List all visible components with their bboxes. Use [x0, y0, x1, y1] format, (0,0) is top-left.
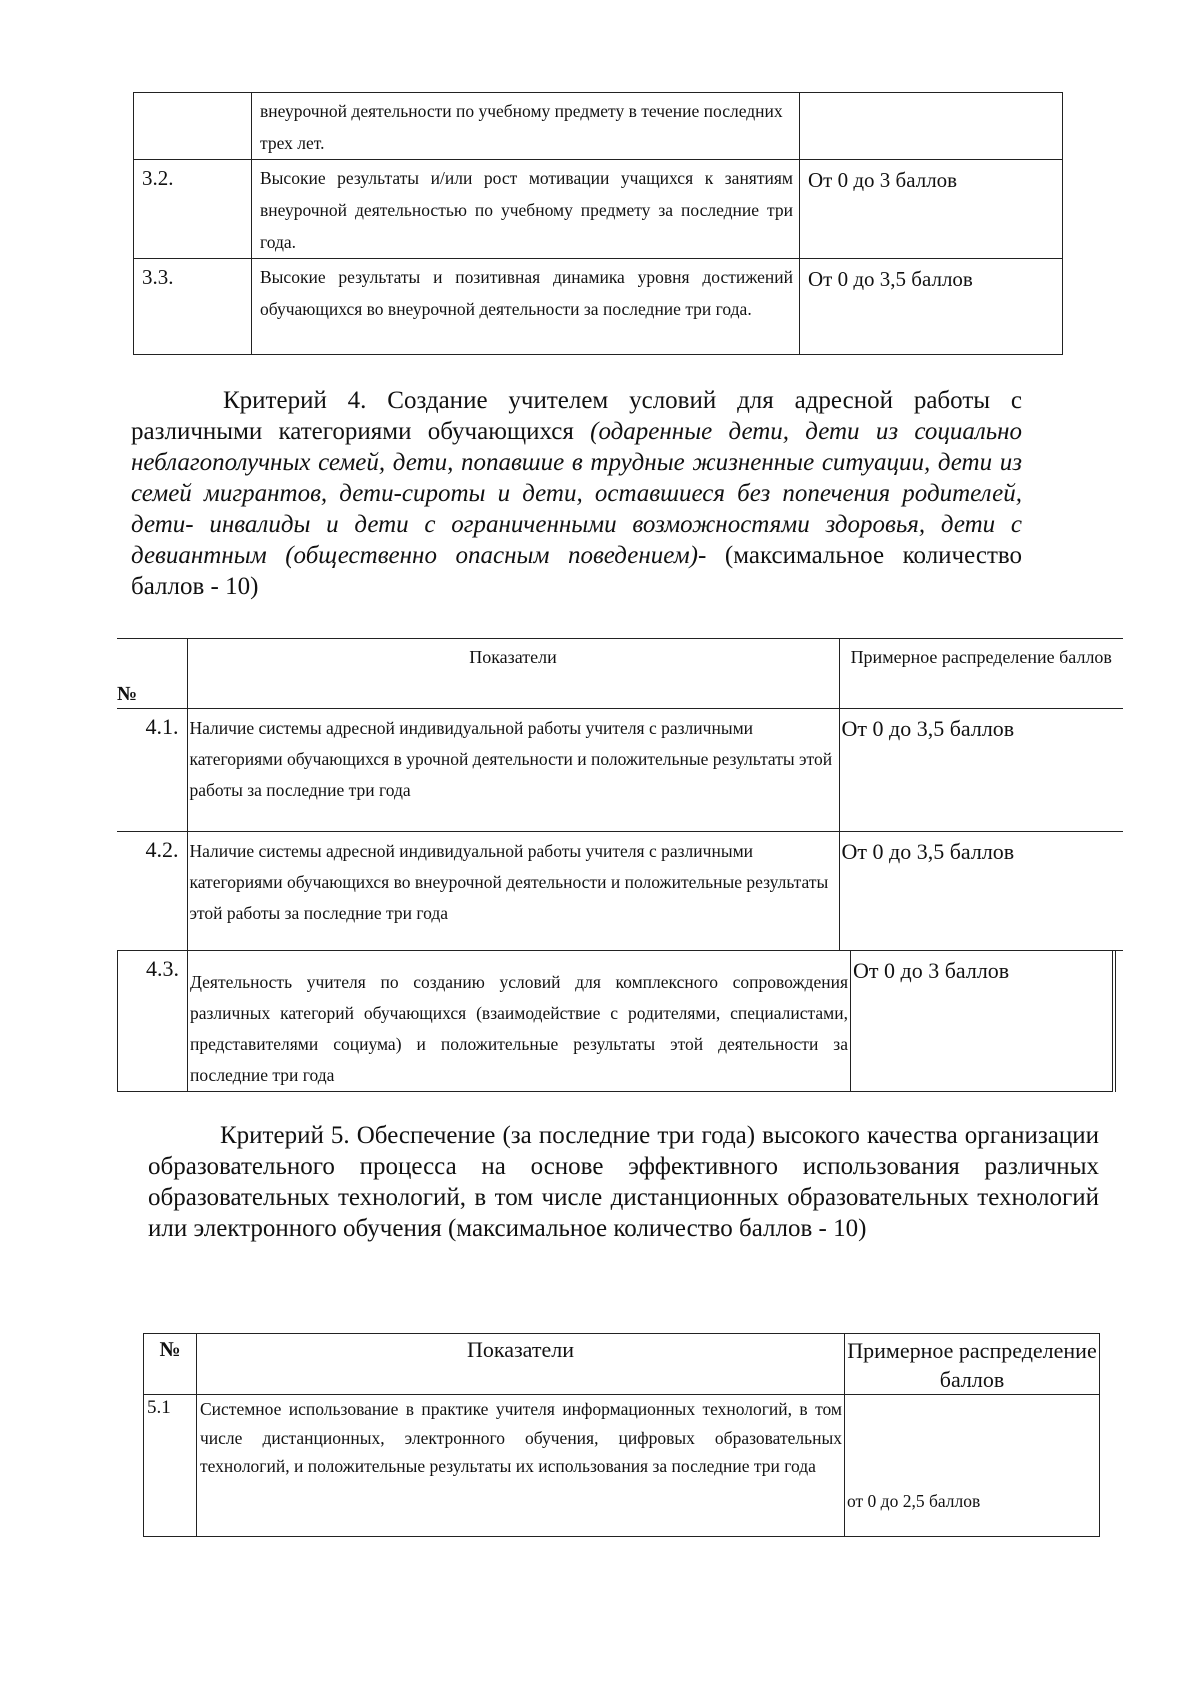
row-indicator: Наличие системы адресной индивидуальной работы учителя с различными категориями обучающихся в урочной деятельности и положительные результаты этой работы за последние три года: [187, 709, 839, 832]
row-indicator: Наличие системы адресной индивидуальной работы учителя с различными категориями обучающихся во внеурочной деятельности и положительные результаты этой работы за последние три года: [187, 832, 839, 951]
criterion3-table: [133, 92, 1063, 355]
row-number: 4.3.: [118, 951, 188, 1092]
table-row: [118, 951, 1114, 1092]
header-distribution: Примерное распределение баллов: [845, 1334, 1100, 1395]
row-indicator: Высокие результаты и позитивная динамика уровня достижений обучающихся во внеурочной деятельности за последние три года.: [252, 259, 800, 355]
header-indicators: Показатели: [197, 1334, 845, 1395]
row-number: 4.2.: [117, 832, 187, 951]
table-row: [117, 709, 1123, 832]
row-score-range: От 0 до 3,5 баллов: [839, 709, 1123, 832]
table-row: [134, 160, 1063, 259]
row-indicator: внеурочной деятельности по учебному предмету в течение последних трех лет.: [252, 93, 800, 160]
row-number: 3.2.: [134, 160, 252, 259]
row-score-range: От 0 до 3 баллов: [800, 160, 1063, 259]
row-indicator: Высокие результаты и/или рост мотивации учащихся к занятиям внеурочной деятельностью по учебному предмету за последние три года.: [252, 160, 800, 259]
criterion4-lead: Критерий 4. Создание учителем условий для адресной работы с различными категориями обучающихся: [131, 387, 1022, 445]
header-number: №: [117, 639, 187, 709]
row-number: [134, 93, 252, 160]
row-number: 5.1: [144, 1395, 197, 1537]
criterion4-max-score: - (максимальное количество баллов - 10): [131, 542, 1022, 600]
criterion4-table: [117, 638, 1123, 951]
table-row: [134, 259, 1063, 355]
row-score-range: [800, 93, 1063, 160]
table-row: [117, 832, 1123, 951]
row-number: 3.3.: [134, 259, 252, 355]
criterion4-table-continued: [117, 950, 1116, 1092]
criterion4-paragraph: [131, 385, 1022, 602]
table-row: [134, 93, 1063, 160]
criterion5-text: Критерий 5. Обеспечение (за последние три года) высокого качества организации образовательного процесса на основе эффективного использования различных образовательных технологий, в том числе дистанционных образовательных технологий или электронного обучения (максимальное количество баллов - 10): [148, 1122, 1099, 1242]
row-number: 4.1.: [117, 709, 187, 832]
header-indicators: Показатели: [187, 639, 839, 709]
table-row: [144, 1395, 1100, 1537]
row-score-range: От 0 до 3 баллов: [851, 951, 1114, 1092]
criterion5-table: [143, 1333, 1100, 1537]
criterion4-categories: (одаренные дети, дети из социально неблагополучных семей, дети, попавшие в трудные жизненные ситуации, дети из семей мигрантов, дети-сироты и дети, оставшиеся без попечения родителей, дети- инвалиды и дети с ограниченными возможностями здоровья, дети с девиантным (общественно опасным поведением): [131, 418, 1023, 569]
table-header-row: [144, 1334, 1100, 1395]
header-number: №: [144, 1334, 197, 1395]
header-distribution: Примерное распределение баллов: [839, 639, 1123, 709]
row-indicator: Деятельность учителя по созданию условий для комплексного сопровождения различных категорий обучающихся (взаимодействие с родителями, специалистами, представителями социума) и положительные результаты этой деятельности за последние три года: [188, 951, 851, 1092]
row-indicator: Системное использование в практике учителя информационных технологий, в том числе дистанционных, электронного обучения, цифровых образовательных технологий, и положительные результаты их использования за последние три года: [197, 1395, 845, 1537]
criterion5-paragraph: [148, 1120, 1099, 1244]
row-score-range: от 0 до 2,5 баллов: [845, 1395, 1100, 1537]
row-score-range: От 0 до 3,5 баллов: [839, 832, 1123, 951]
row-score-range: От 0 до 3,5 баллов: [800, 259, 1063, 355]
table-header-row: [117, 639, 1123, 709]
